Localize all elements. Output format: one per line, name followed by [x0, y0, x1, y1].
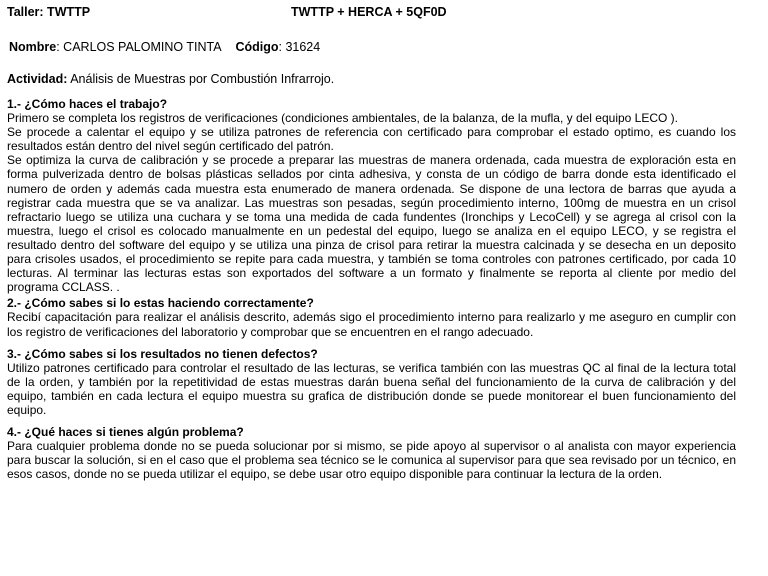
- code-label: Código: [235, 40, 279, 54]
- document-body: [7, 97, 736, 481]
- section-paragraph: Se optimiza la curva de calibración y se procede a preparar las muestras de manera ordenada, cada muestra de exploración esta en forma pulverizada dentro de bolsas plásticas sellados por cinta adhesiva, y consta de un código de barra donde esta identificado el numero de orden y además cada muestra esta enumerado de manera ordenada. Se dispone de una lectora de barras que ayuda a registrar cada muestra que se va analizar. Las muestras son pesadas, según procedimiento interno, 100mg de muestra en un crisol refractario luego se utiliza una cuchara y se toma una medida de cada fundentes (Ironchips y LecoCell) y se agrega al crisol con la muestra, luego el crisol es colocado manualmente en un pedestal del equipo, luego se analiza en el equipo LECO, y se registra el resultado dentro del software del equipo y se utiliza una pinza de crisol para retirar la muestra calcinada y se desecha en un deposito para crisoles usados, el procedimiento se repite para cada muestra, y también se toma controles con patrones certificado, por cada 10 lecturas. Al terminar las lecturas estas son exportados del software a un formato y finalmente se reporta al cliente por medio del programa CCLASS. .: [7, 153, 736, 295]
- section-4: [7, 425, 736, 481]
- workshop-label: Taller: TWTTP: [7, 5, 91, 19]
- section-paragraph: Recibí capacitación para realizar el análisis descrito, además sigo el procedimiento interno para realizarlo y me aseguro en cumplir con los registro de verificaciones del laboratorio y comprobar que se encuentren en el rango adecuado.: [7, 310, 736, 339]
- section-3: [7, 347, 736, 417]
- section-paragraph: Utilizo patrones certificado para controlar el resultado de las lecturas, se verifica también con las muestras QC al final de la lectura total de la orden, y también por la repetitividad de estas muestras darán buena señal del funcionamiento de la curva de calibración y del equipo, también en cada lectura el equipo muestra su grafica de distribución donde se puede monitorear el buen funcionamiento del equipo.: [7, 360, 736, 417]
- section-title: 2.- ¿Cómo sabes si lo estas haciendo correctamente?: [7, 296, 314, 311]
- section-title: 3.- ¿Cómo sabes si los resultados no tienen defectos?: [7, 346, 318, 361]
- section-title: 1.- ¿Cómo haces el trabajo?: [7, 97, 168, 111]
- activity-value: Análisis de Muestras por Combustión Infrarrojo.: [67, 72, 335, 86]
- activity-info: [7, 72, 334, 86]
- section-paragraph: Primero se completa los registros de verificaciones (condiciones ambientales, de la balanza, de la mufla, y del equipo LECO ).: [7, 111, 679, 126]
- name-label: Nombre: [9, 40, 57, 54]
- section-1: [7, 97, 736, 294]
- section-title: 4.- ¿Qué haces si tienes algún problema?: [7, 425, 244, 440]
- code-value: : 31624: [278, 40, 321, 54]
- person-info: [9, 40, 320, 54]
- section-paragraph: Para cualquier problema donde no se pueda solucionar por si mismo, se pide apoyo al supervisor o al analista con mayor experiencia para buscar la solución, si en el caso que el problema sea técnico se le comunica al supervisor para que sea revisado por un técnico, en esos casos, donde no se pueda utilizar el equipo, se debe usar otro equipo disponible para continuar la lectura de la orden.: [7, 439, 736, 482]
- document-title: TWTTP + HERCA + 5QF0D: [291, 5, 447, 19]
- section-2: [7, 296, 736, 338]
- name-value: : CARLOS PALOMINO TINTA: [56, 40, 222, 54]
- section-paragraph: Se procede a calentar el equipo y se utiliza patrones de referencia con certificado para comprobar el estado optimo, es cuando los resultados están dentro del nivel según certificado del patrón.: [7, 125, 736, 154]
- activity-label: Actividad:: [7, 72, 68, 86]
